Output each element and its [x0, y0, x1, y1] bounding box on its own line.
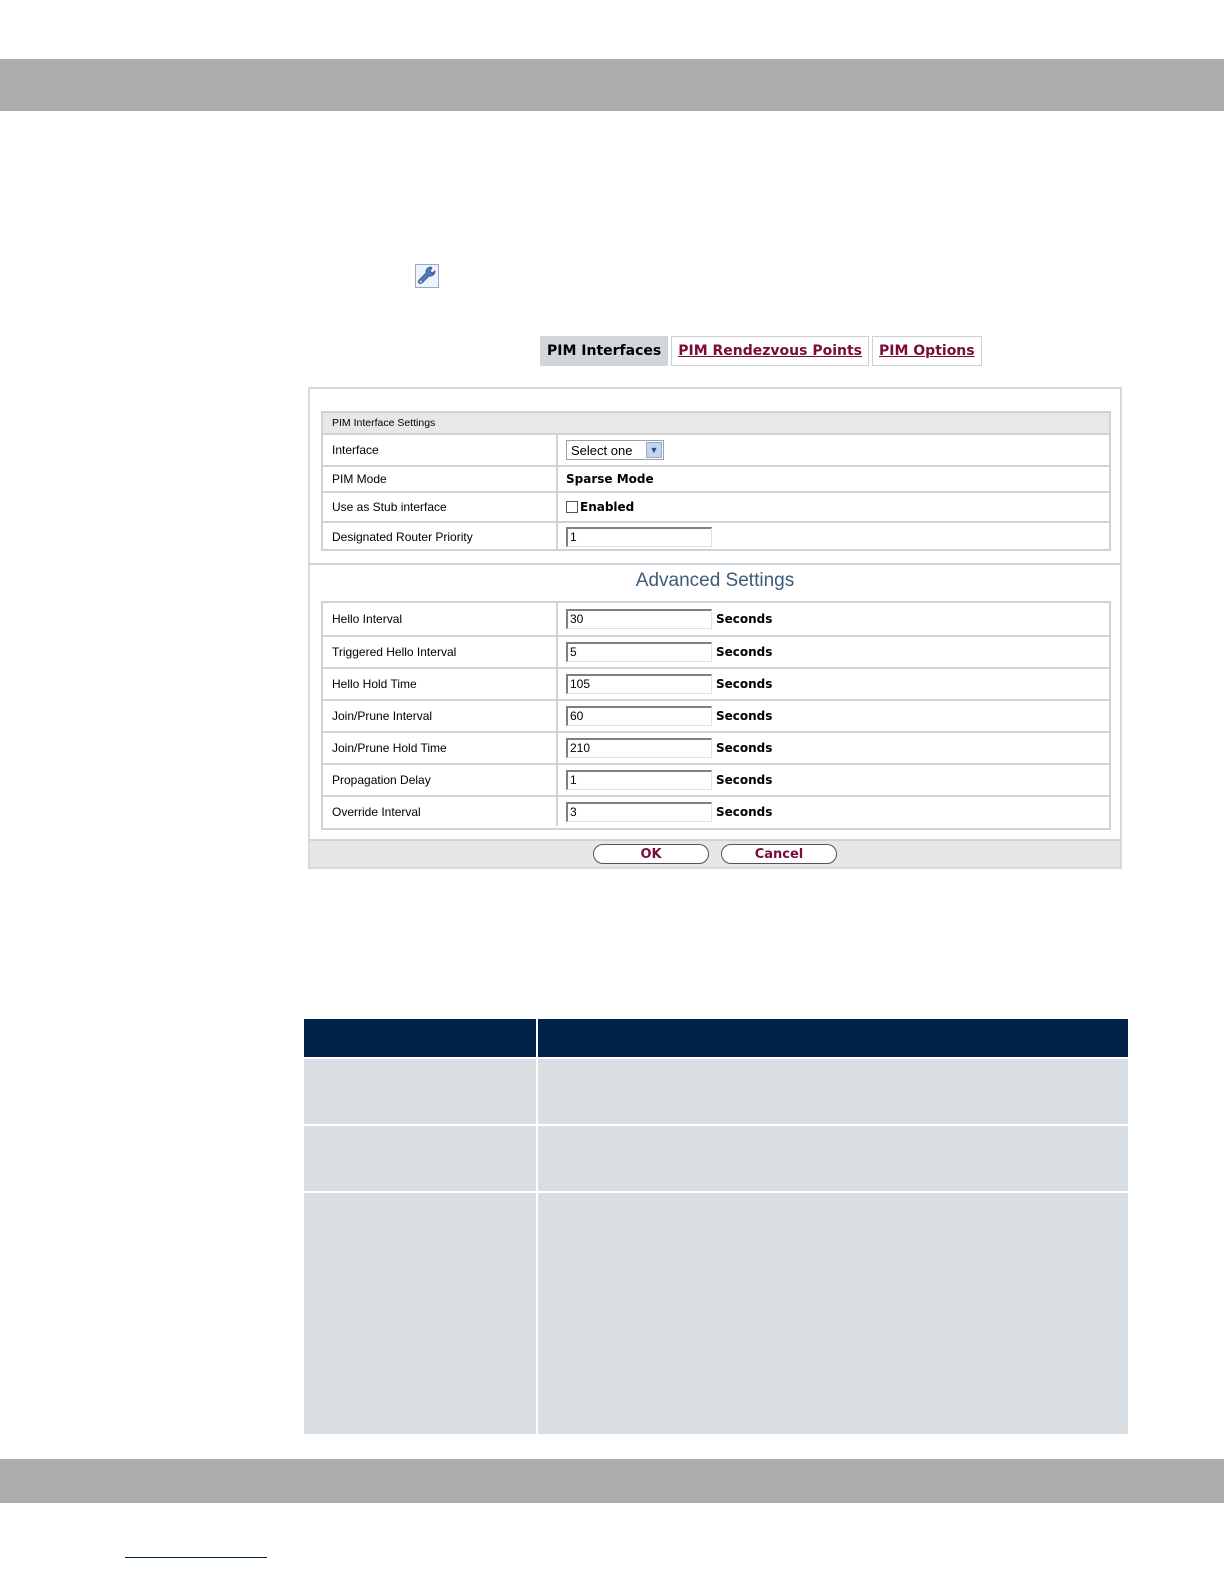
adv-row [323, 795, 1109, 826]
stub-checkbox[interactable] [566, 501, 578, 513]
pim-mode-row [323, 465, 1109, 491]
adv-row [323, 667, 1109, 699]
table-header-cell [304, 1019, 538, 1057]
pim-mode-label: PIM Mode [323, 467, 558, 491]
hello-hold-time-input[interactable]: 105 [566, 674, 712, 694]
override-interval-label: Override Interval [323, 797, 558, 826]
dr-priority-input[interactable]: 1 [566, 527, 712, 547]
join-prune-interval-label: Join/Prune Interval [323, 701, 558, 731]
pim-interface-form [308, 387, 1122, 869]
table-row [304, 1191, 1128, 1434]
table-cell [538, 1193, 1128, 1434]
stub-label: Use as Stub interface [323, 493, 558, 521]
table-cell [304, 1059, 538, 1124]
unit-label: Seconds [716, 804, 773, 819]
adv-row [323, 635, 1109, 667]
table-row [304, 1124, 1128, 1191]
tab-pim-interfaces[interactable]: PIM Interfaces [540, 336, 668, 366]
hello-hold-time-label: Hello Hold Time [323, 669, 558, 699]
table-cell [538, 1126, 1128, 1191]
unit-label: Seconds [716, 645, 773, 659]
basic-settings-group [321, 411, 1111, 551]
unit-label: Seconds [716, 773, 773, 787]
stub-checkbox-label: Enabled [580, 500, 635, 514]
triggered-hello-interval-label: Triggered Hello Interval [323, 637, 558, 667]
propagation-delay-label: Propagation Delay [323, 765, 558, 795]
chevron-down-icon[interactable]: ▼ [646, 442, 662, 458]
footnote-rule [125, 1557, 267, 1558]
table-header-cell [538, 1019, 1128, 1057]
interface-label: Interface [323, 435, 558, 465]
hello-interval-label: Hello Interval [323, 603, 558, 635]
group-header: PIM Interface Settings [323, 413, 1109, 435]
override-interval-input[interactable]: 3 [566, 802, 712, 822]
dr-priority-row [323, 521, 1109, 551]
advanced-settings-title: Advanced Settings [310, 563, 1120, 601]
table-cell [538, 1059, 1128, 1124]
adv-row [323, 763, 1109, 795]
tab-bar [540, 336, 985, 366]
table-row [304, 1057, 1128, 1124]
join-prune-interval-input[interactable]: 60 [566, 706, 712, 726]
cancel-button[interactable]: Cancel [721, 844, 837, 864]
advanced-settings-group [321, 601, 1111, 830]
table-header [304, 1019, 1128, 1057]
unit-label: Seconds [716, 709, 773, 723]
bottom-band [0, 1459, 1224, 1503]
stub-row [323, 491, 1109, 521]
dr-priority-label: Designated Router Priority [323, 523, 558, 551]
propagation-delay-input[interactable]: 1 [566, 770, 712, 790]
interface-select[interactable] [566, 440, 664, 460]
tab-pim-rendezvous-points[interactable]: PIM Rendezvous Points [671, 336, 869, 366]
top-band [0, 59, 1224, 111]
join-prune-hold-time-label: Join/Prune Hold Time [323, 733, 558, 763]
adv-row [323, 731, 1109, 763]
description-table [304, 1019, 1128, 1434]
unit-label: Seconds [716, 612, 773, 626]
hello-interval-input[interactable]: 30 [566, 609, 712, 629]
interface-row [323, 435, 1109, 465]
triggered-hello-interval-input[interactable]: 5 [566, 642, 712, 662]
unit-label: Seconds [716, 677, 773, 691]
form-footer [310, 839, 1120, 867]
join-prune-hold-time-input[interactable]: 210 [566, 738, 712, 758]
wrench-icon [415, 264, 439, 288]
ok-button[interactable]: OK [593, 844, 709, 864]
pim-mode-value: Sparse Mode [566, 472, 654, 486]
interface-select-value: Select one [571, 442, 633, 458]
adv-row [323, 699, 1109, 731]
unit-label: Seconds [716, 741, 773, 755]
adv-row [323, 603, 1109, 635]
table-cell [304, 1126, 538, 1191]
table-cell [304, 1193, 538, 1434]
tab-pim-options[interactable]: PIM Options [872, 336, 982, 366]
